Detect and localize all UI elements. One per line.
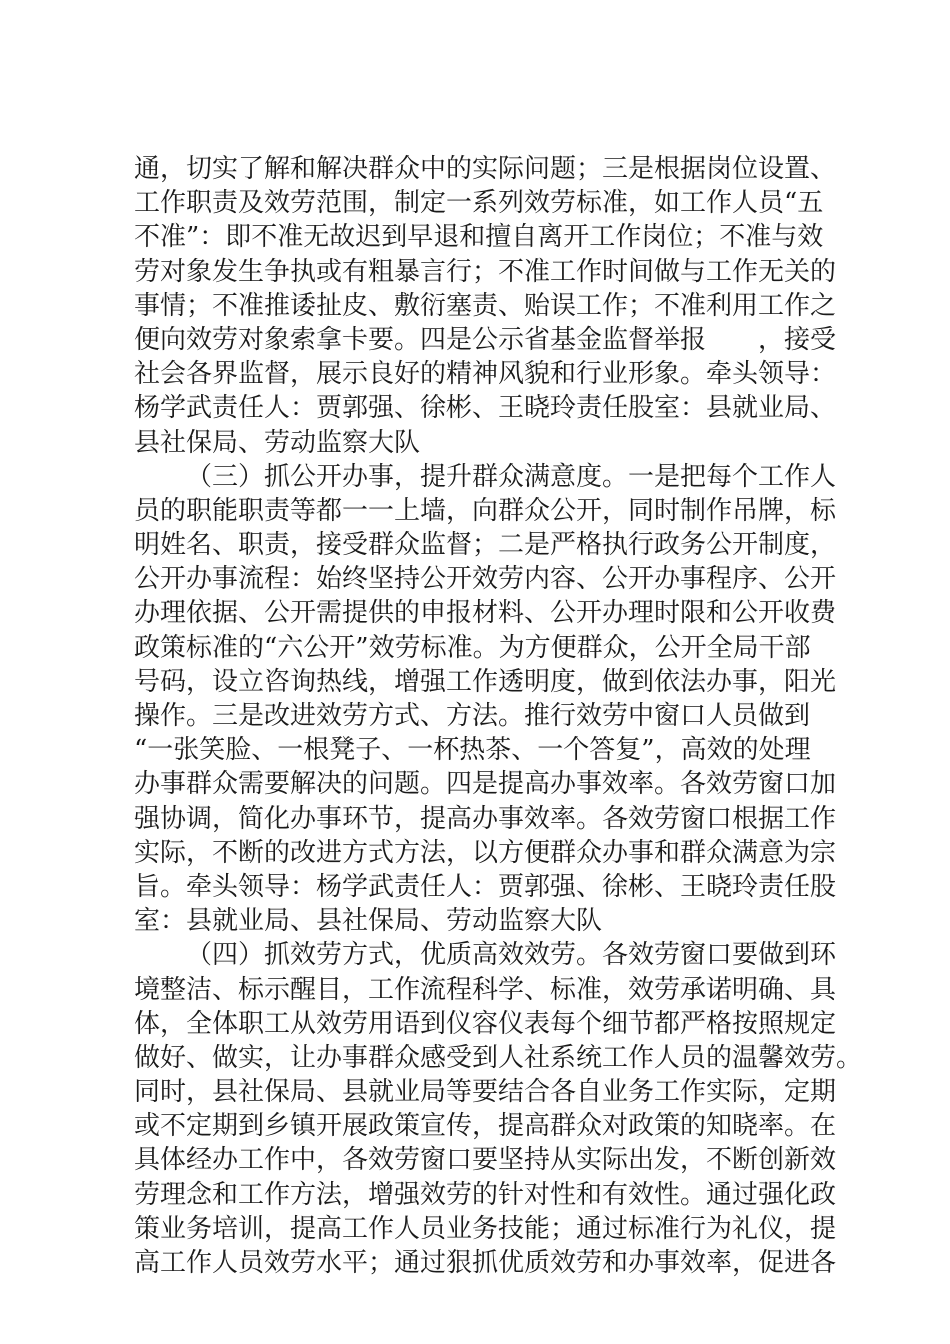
text-line: 室：县就业局、县社保局、劳动监察大队 [134,906,603,937]
text-line: 政策标准的“六公开”效劳标准。为方便群众，公开全局干部 [134,632,811,663]
text-line: 通，切实了解和解决群众中的实际问题；三是根据岗位设置、 [134,154,837,184]
document-body [134,152,863,1280]
text-line: 公开办事流程：始终坚持公开效劳内容、公开办事程序、公开 [134,564,837,595]
text-line: 策业务培训，提高工作人员业务技能；通过标准行为礼仪，提 [134,1213,837,1244]
text-line: 员的职能职责等都一一上墙，向群众公开，同时制作吊牌，标 [134,495,837,526]
text-line: 高工作人员效劳水平；通过狠抓优质效劳和办事效率，促进各 [134,1248,837,1278]
text-line: 办理依据、公开需提供的申报材料、公开办理时限和公开收费 [134,598,837,629]
text-line: 做好、做实，让办事群众感受到人社系统工作人员的温馨效劳。 [134,1042,863,1073]
text-line: 明姓名、职责，接受群众监督；二是严格执行政务公开制度， [134,530,837,561]
text-line: 操作。三是改进效劳方式、方法。推行效劳中窗口人员做到 [134,701,811,731]
text-line: 事情；不准推诿扯皮、敷衍塞责、贻误工作；不准利用工作之 [134,290,837,321]
text-line: 旨。牵头领导：杨学武责任人：贾郭强、徐彬、王晓玲责任股 [134,871,837,902]
text-line: 劳对象发生争执或有粗暴言行；不准工作时间做与工作无关的 [134,256,837,287]
text-line: 不准”：即不准无故迟到早退和擅自离开工作岗位；不准与效 [134,222,824,253]
text-line: 社会各界监督，展示良好的精神风貌和行业形象。牵头领导： [134,359,837,390]
text-line: 强协调，简化办事环节，提高办事效率。各效劳窗口根据工作 [134,803,837,834]
text-line: “一张笑脸、一根凳子、一杯热茶、一个答复”，高效的处理 [134,735,811,766]
text-line: 实际，不断的改进方式方法，以方便群众办事和群众满意为宗 [134,837,837,868]
text-line: 便向效劳对象索拿卡要。四是公示省基金监督举报 ，接受 [134,324,837,355]
text-line: 同时，县社保局、县就业局等要结合各自业务工作实际，定期 [134,1077,837,1108]
text-line: 具体经办工作中，各效劳窗口要坚持从实际出发，不断创新效 [134,1145,837,1176]
text-line: 号码，设立咨询热线，增强工作透明度，做到依法办事，阳光 [134,666,837,697]
text-line: 或不定期到乡镇开展政策宣传，提高群众对政策的知晓率。在 [134,1111,837,1142]
section-three-heading-line: （三）抓公开办事，提升群众满意度。一是把每个工作人 [186,461,837,492]
text-line: 工作职责及效劳范围，制定一系列效劳标准，如工作人员“五 [134,188,824,219]
section-four-heading-line: （四）抓效劳方式，优质高效效劳。各效劳窗口要做到环 [186,940,837,971]
text-line: 体，全体职工从效劳用语到仪容仪表每个细节都严格按照规定 [134,1008,837,1039]
text-line: 杨学武责任人：贾郭强、徐彬、王晓玲责任股室：县就业局、 [134,393,837,424]
text-line: 境整洁、标示醒目，工作流程科学、标准，效劳承诺明确、具 [134,974,837,1005]
text-line: 劳理念和工作方法，增强效劳的针对性和有效性。通过强化政 [134,1179,837,1210]
text-line: 办事群众需要解决的问题。四是提高办事效率。各效劳窗口加 [134,769,837,800]
text-line: 县社保局、劳动监察大队 [134,427,421,458]
